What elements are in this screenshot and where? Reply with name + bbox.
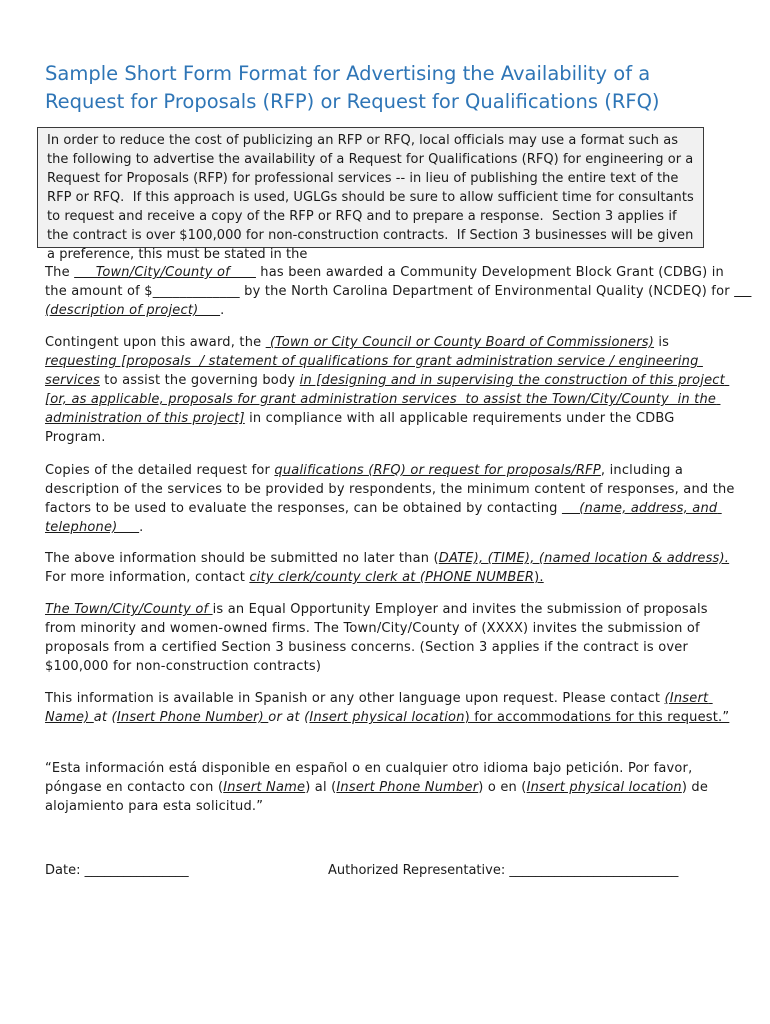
text-run: The (45, 265, 75, 280)
deadline-placeholder: DATE), (TIME), (named location & address). (438, 551, 730, 566)
text-run: has been awarded a Community Development Block Grant (CDBG) in the amount of $ (45, 265, 729, 299)
instruction-text: In order to reduce the cost of publicizing an RFP or RFQ, local officials may use a format such as the following to advertise the availability of a Request for Qualifications (RFQ) for engineering or a Request for Proposals (RFP) for professional services -- in lieu of publishing the entire text of the RFP or RFQ. If this approach is used, UGLGs should be sure to allow sufficient time for consultants to request and receive a copy of the RFP or RFQ and to prepare a response. Section 3 applies if the contract is over $100,000 for non-construction contracts. If Section 3 businesses will be given a preference, this must be stated in the (47, 133, 698, 262)
name-placeholder: (Insert Name) (45, 691, 713, 725)
text-run: ) de alojamiento para esta solicitud.” (45, 780, 713, 814)
scope-placeholder: in [designing and in supervising the construction of this project [or, as applicable, proposals for grant administration services to assist the Town/City/County in the administration of this project] (45, 373, 730, 426)
text-run: This information is available in Spanish or any other language upon request. Please contact (45, 691, 665, 706)
text-run: at ( (93, 710, 117, 725)
text-run: is (654, 335, 674, 350)
request-type-placeholder: qualifications (RFQ) or request for proposals/RFP (274, 463, 601, 478)
copies-paragraph (45, 461, 739, 537)
services-placeholder: requesting [proposals / statement of qualifications for grant administration service / engineering services (45, 354, 703, 388)
clerk-placeholder: city clerk/county clerk at (PHONE NUMBER (249, 570, 535, 585)
date-signature-line: Date: ________________ (45, 863, 189, 878)
text-run: is an Equal Opportunity Employer and invites the submission of proposals from minority and women-owned firms. The Town/City/County of (XXXX) invites the submission of proposals from a certified Section 3 business concerns. (Section 3 applies if the contract is over $100,000 for non-construction contracts) (45, 602, 713, 674)
phone-placeholder: Insert Phone Number) (116, 710, 269, 725)
name-placeholder: Insert Name (223, 780, 306, 795)
text-run: Contingent upon this award, the (45, 335, 266, 350)
page-title: Sample Short Form Format for Advertising the Availability of a Request for Proposals (RFP) or Request for Qualifications (RFQ) (45, 62, 660, 113)
text-run: ) o en ( (478, 780, 527, 795)
text-run: . (220, 303, 225, 318)
contingent-paragraph (45, 333, 735, 447)
text-run: . (139, 520, 144, 535)
text-run: Copies of the detailed request for (45, 463, 275, 478)
text-run: to assist the governing body (99, 373, 300, 388)
deadline-paragraph (45, 549, 735, 587)
instruction-box (37, 127, 704, 262)
eeo-paragraph (45, 600, 735, 676)
text-run: ). (534, 570, 544, 585)
spanish-access-paragraph (45, 759, 735, 816)
board-placeholder: (Town or City Council or County Board of Commissioners) (265, 335, 655, 350)
location-placeholder: Insert physical location (309, 710, 465, 725)
text-run: ) al ( (305, 780, 337, 795)
amount-blank: _____________ (152, 284, 240, 299)
text-run: , including a description of the services to be provided by respondents, the minimum content of responses, and the factors to be used to evaluate the responses, can be obtained by contacting (45, 463, 739, 516)
representative-signature-line: Authorized Representative: __________________________ (328, 863, 679, 878)
award-paragraph (45, 263, 752, 320)
text-run: “Esta información está disponible en español o en cualquier otro idioma bajo petición. Por favor, póngase en contacto con ( (45, 761, 697, 795)
town-placeholder: The Town/City/County of (45, 602, 213, 617)
text-run: ) for accommodations for this request.” (464, 710, 730, 725)
location-placeholder: Insert physical location (526, 780, 682, 795)
contact-placeholder: (name, address, and telephone) (45, 501, 722, 535)
phone-placeholder: Insert Phone Number (336, 780, 479, 795)
text-run: by the North Carolina Department of Environmental Quality (NCDEQ) for (239, 284, 735, 299)
text-run: For more information, contact (45, 551, 734, 585)
english-access-paragraph (45, 689, 735, 727)
town-placeholder: Town/City/County of (74, 265, 256, 280)
text-run: The above information should be submitted no later than ( (45, 551, 439, 566)
project-placeholder: (description of project) (45, 284, 752, 318)
text-run: or at ( (268, 710, 310, 725)
text-run: in compliance with all applicable requirements under the CDBG Program. (45, 411, 679, 445)
